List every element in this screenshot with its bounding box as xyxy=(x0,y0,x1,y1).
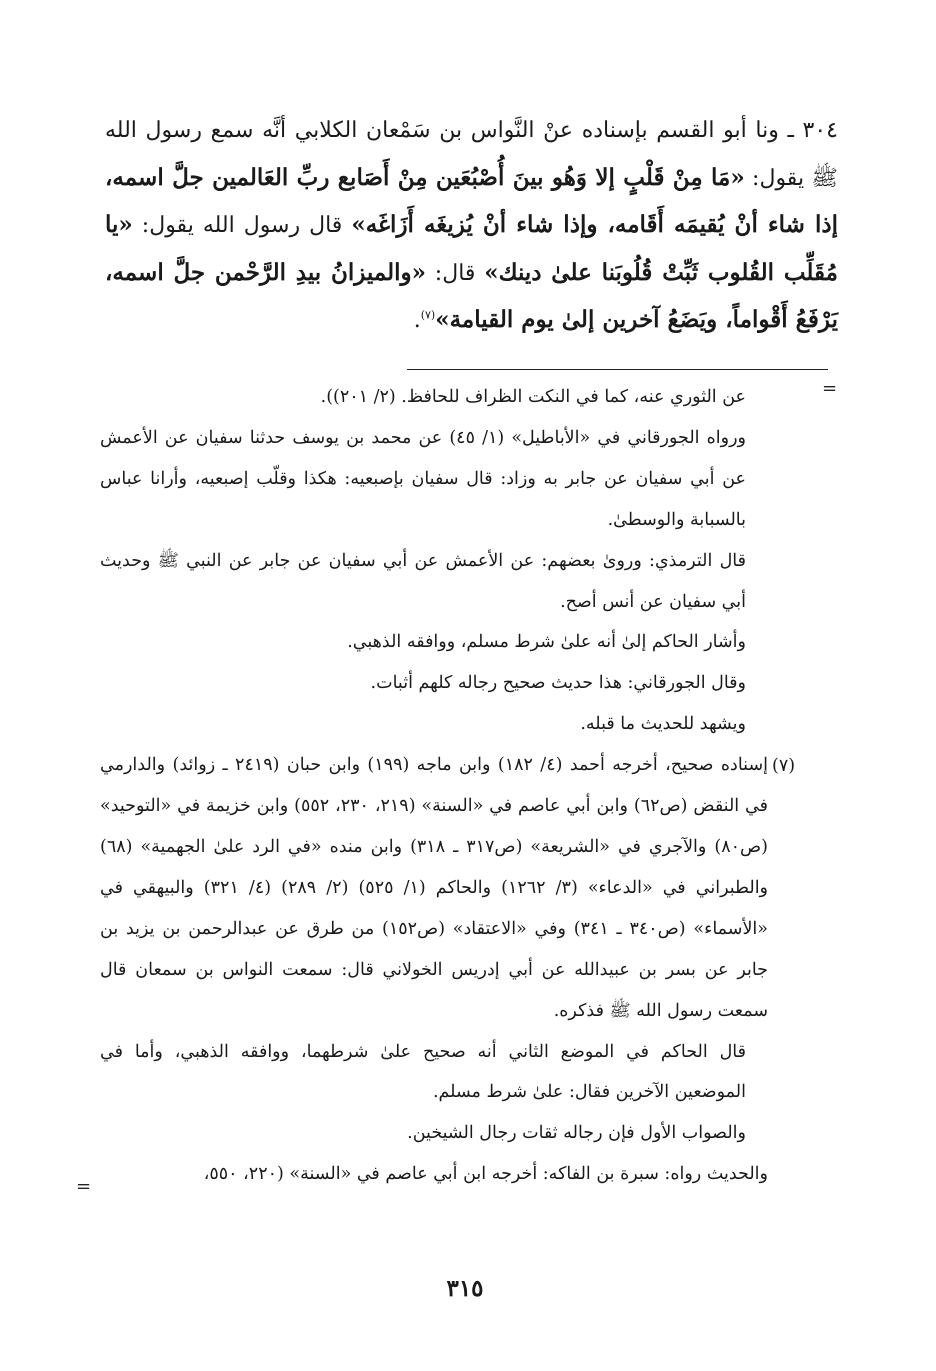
hadith-lead: ٣٠٤ ـ ونا أبو القسم بإسناده عنْ النَّواس بن سَمْعان الكلابي أنَّه سمع رسول الله ﷺ يقول: xyxy=(105,118,838,191)
hadith-quote-2: «يا مُقَلِّب القُلوب ثَبِّتْ قُلُوبَنا علىٰ دينك» xyxy=(105,211,838,286)
footnote-7-para-2: قال الحاكم في الموضع الثاني أنه صحيح علىٰ شرطهما، ووافقه الذهبي، وأما في الموضعين الآخرين فقال: علىٰ شرط مسلم. xyxy=(100,1041,746,1103)
footnote-prev-line-1: عن الثوري عنه، كما في النكت الظراف للحافظ. (٢/ ٢٠١)). xyxy=(320,387,746,407)
footnote-prev-para-6: ويشهد للحديث ما قبله. xyxy=(580,714,746,735)
footnote-7-number: (٧) xyxy=(772,756,796,776)
continuation-mark-top: = xyxy=(822,378,838,399)
hadith-text xyxy=(105,108,838,345)
page-number: ٣١٥ xyxy=(446,1275,484,1302)
footnote-7-para-3: والصواب الأول فإن رجاله ثقات رجال الشيخين. xyxy=(407,1123,746,1144)
footnote-7-para-1: إسناده صحيح، أخرجه أحمد (٤/ ١٨٢) وابن ماجه (١٩٩) وابن حبان (٢٤١٩ ـ زوائد) والدارمي في النقض (ص٦٢) وابن أبي عاصم في «السنة» (٢١٩، ٢٣٠، ٥٥٢) وابن خزيمة في «التوحيد» (ص٨٠) والآجري في «الشريعة» (ص٣١٧ ـ ٣١٨) وابن منده «في الرد علىٰ الجهمية» (٦٨) والطبراني في «الدعاء» (٣/ ١٢٦٢) والحاكم (١/ ٥٢٥) (٢/ ٢٨٩) (٤/ ٣٢١) والبيهقي في «الأسماء» (ص٣٤٠ ـ ٣٤١) وفي «الاعتقاد» (ص١٥٢) من طرق عن عبدالرحمن بن يزيد بن جابر عن بسر بن عبيدالله عن أبي إدريس الخولاني قال: سمعت النواس بن سمعان قال سمعت رسول الله ﷺ فذكره. xyxy=(100,755,769,1021)
hadith-quote-3: «والميزانُ بيدِ الرَّحْمن جلَّ اسمه، يَرْفَعُ أَقْواماً، ويَضَعُ آخرين إلىٰ يوم القيامة» xyxy=(105,258,838,333)
footnote-7-para-4: والحديث رواه: سبرة بن الفاكه: أخرجه ابن أبي عاصم في «السنة» (٢٢٠، ٥٥٠، xyxy=(203,1164,768,1185)
hadith-paragraph xyxy=(105,108,838,345)
hadith-quote-1: «مَا مِنْ قَلْبٍ إلا وَهُو بينَ أُصْبُعَين مِنْ أَصَابع ربِّ العَالمين جلَّ اسمه، إذا شاء أنْ يُقيمَه أَقَامه، وإذا شاء أنْ يُزيغَه أَزَاغَه» xyxy=(105,163,838,238)
footnote-prev-para-3: قال الترمذي: وروىٰ بعضهم: عن الأعمش عن أبي سفيان عن جابر عن النبي ﷺ وحديث أبي سفيان عن أنس أصح. xyxy=(100,550,746,612)
hadith-end: . xyxy=(413,308,421,333)
footnote-prev-para-5: وقال الجورقاني: هذا حديث صحيح رجاله كلهم أثبات. xyxy=(370,673,746,694)
footnote-divider xyxy=(407,369,828,370)
footnote-prev-para-2: ورواه الجورقاني في «الأباطيل» (١/ ٤٥) عن محمد بن يوسف حدثنا سفيان عن الأعمش عن أبي سفيان عن جابر به وزاد: قال سفيان بإصبعيه: هكذا وقلّب إصبعيه، وأرانا عباس بالسبابة والوسطىٰ. xyxy=(100,427,746,530)
footnote-prev-para-4: وأشار الحاكم إلىٰ أنه علىٰ شرط مسلم، ووافقه الذهبي. xyxy=(347,632,746,653)
hadith-mid-2: قال: xyxy=(426,260,485,286)
hadith-mid: قال رسول الله يقول: xyxy=(132,213,352,238)
footnote-reference: (٧) xyxy=(420,308,436,322)
continuation-mark-bottom: = xyxy=(76,1176,92,1197)
footnotes-section xyxy=(100,377,768,1195)
